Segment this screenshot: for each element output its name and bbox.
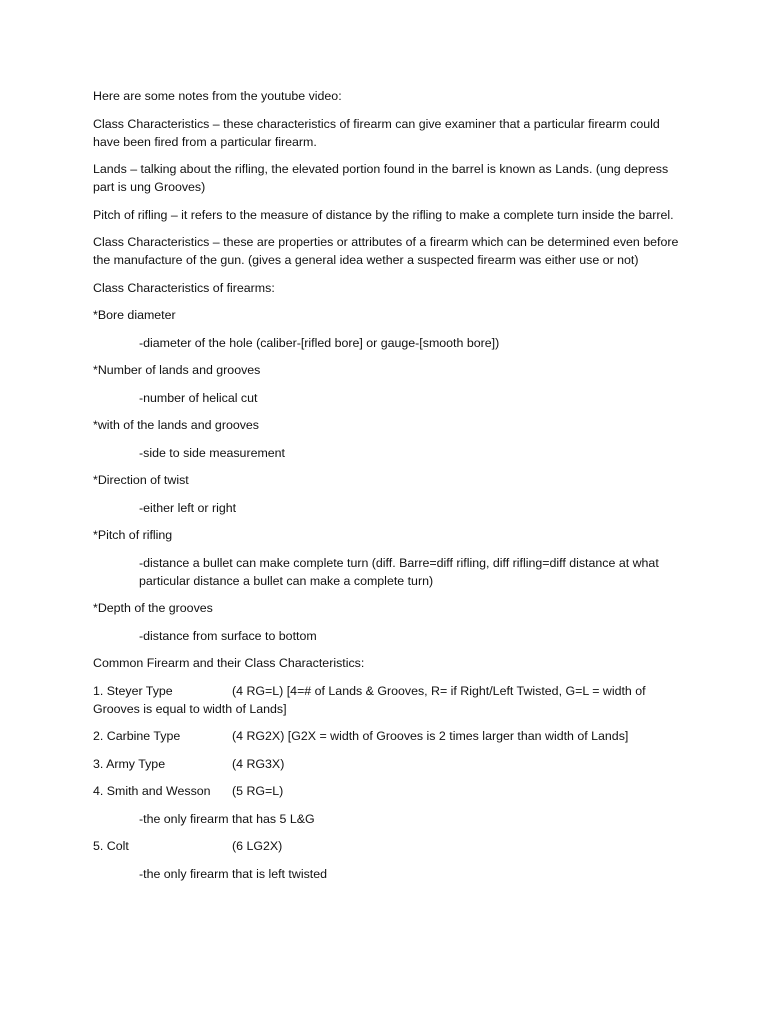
firearm-row bbox=[93, 782, 683, 800]
paragraph-class-characteristics: Class Characteristics – these characteristics of firearm can give examiner that a particular firearm could have been fired from a particular firearm. bbox=[93, 116, 660, 149]
firearm-code: (4 RG3X) bbox=[232, 756, 285, 771]
intro-line: Here are some notes from the youtube video: bbox=[93, 89, 342, 103]
paragraph-lands: Lands – talking about the rifling, the elevated portion found in the barrel is known as Lands. (ung depress part is ung Grooves) bbox=[93, 162, 669, 194]
class-item-detail: -diameter of the hole (caliber-[rifled bore] or gauge-[smooth bore]) bbox=[139, 335, 500, 350]
firearm-name: 5. Colt bbox=[93, 839, 129, 853]
class-item-title: *with of the lands and grooves bbox=[93, 418, 260, 432]
firearm-row bbox=[93, 682, 683, 718]
firearm-name: 3. Army Type bbox=[93, 756, 166, 771]
firearm-code: (6 LG2X) bbox=[232, 839, 283, 853]
paragraph-class-characteristics-2: Class Characteristics – these are properties or attributes of a firearm which can be determined even before the manufacture of the gun. (gives a general idea wether a suspected firearm was either use or not) bbox=[93, 235, 679, 267]
class-item-title: *Bore diameter bbox=[93, 308, 176, 322]
firearm-name: 2. Carbine Type bbox=[93, 729, 181, 743]
firearm-row bbox=[93, 837, 683, 855]
firearm-code: (4 RG2X) [G2X = width of Grooves is 2 times larger than width of Lands] bbox=[232, 729, 629, 743]
class-item-detail: -either left or right bbox=[139, 500, 237, 515]
class-item-title: *Pitch of rifling bbox=[93, 528, 173, 542]
firearm-code: (4 RG=L) [4=# of Lands & Grooves, R= if Right/Left Twisted, G=L = width of Grooves is equal to width of Lands] bbox=[93, 683, 646, 716]
firearm-row bbox=[93, 755, 683, 773]
class-item-detail: -number of helical cut bbox=[139, 390, 258, 405]
firearm-note: -the only firearm that is left twisted bbox=[139, 866, 327, 881]
class-item-detail: -side to side measurement bbox=[139, 445, 286, 460]
firearm-code: (5 RG=L) bbox=[232, 784, 284, 798]
class-item-title: *Depth of the grooves bbox=[93, 601, 213, 615]
class-item-detail: -distance a bullet can make complete turn (diff. Barre=diff rifling, diff rifling=diff distance at what particular distance a bullet can make a complete turn) bbox=[139, 555, 659, 588]
paragraph-pitch-of-rifling: Pitch of rifling – it refers to the measure of distance by the rifling to make a complete turn inside the barrel. bbox=[93, 207, 674, 222]
firearm-name: 4. Smith and Wesson bbox=[93, 784, 211, 798]
document-body bbox=[93, 87, 683, 892]
firearm-row bbox=[93, 727, 683, 745]
class-list-heading: Class Characteristics of firearms: bbox=[93, 280, 275, 295]
firearm-note: -the only firearm that has 5 L&G bbox=[139, 811, 315, 826]
class-item-title: *Number of lands and grooves bbox=[93, 363, 261, 377]
firearm-name: 1. Steyer Type bbox=[93, 683, 173, 698]
class-item-detail: -distance from surface to bottom bbox=[139, 628, 317, 643]
common-firearms-heading: Common Firearm and their Class Characteristics: bbox=[93, 656, 365, 670]
class-item-title: *Direction of twist bbox=[93, 473, 189, 487]
